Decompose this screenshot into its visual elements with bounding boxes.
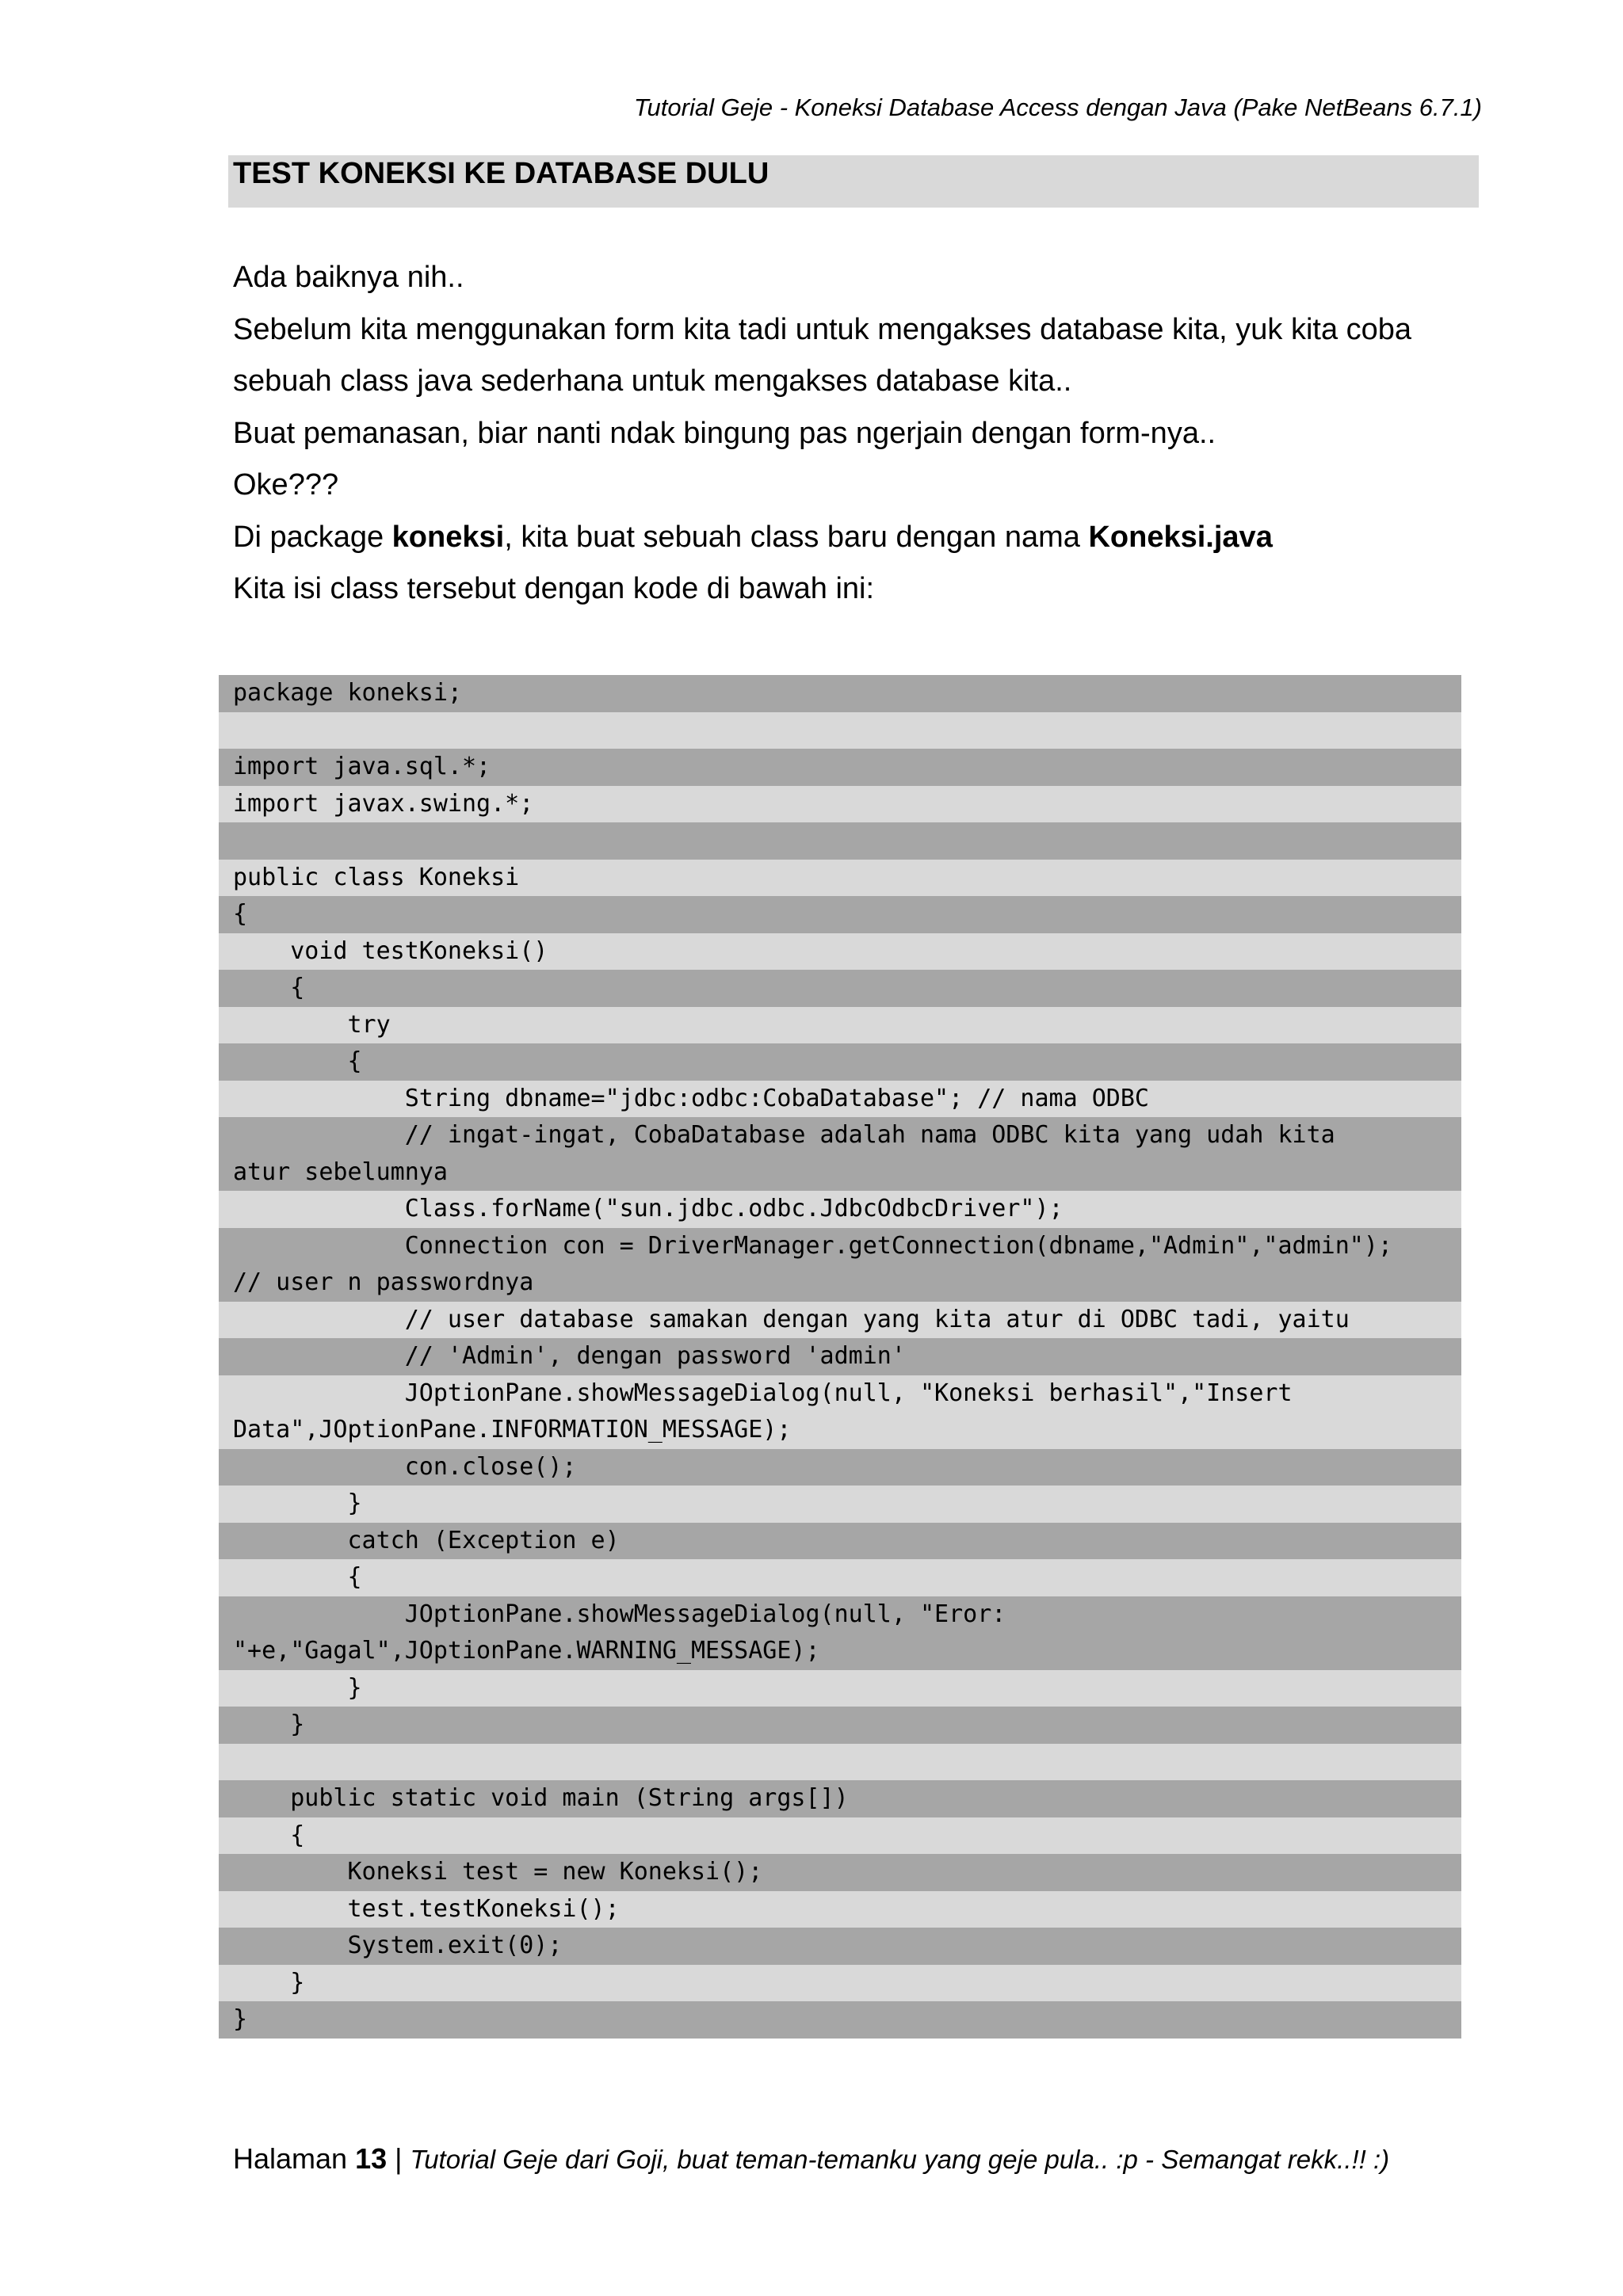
page-number: 13 <box>355 2142 388 2175</box>
code-line: { <box>219 896 1461 933</box>
code-line: Koneksi test = new Koneksi(); <box>219 1854 1461 1891</box>
code-line: } <box>219 1965 1461 2002</box>
code-line: } <box>219 1707 1461 1744</box>
file-name: Koneksi.java <box>1088 520 1273 554</box>
code-line: public class Koneksi <box>219 860 1461 897</box>
code-line: } <box>219 2001 1461 2039</box>
code-line: JOptionPane.showMessageDialog(null, "Eror: <box>219 1596 1461 1634</box>
code-line: String dbname="jdbc:odbc:CobaDatabase"; // nama ODBC <box>219 1081 1461 1118</box>
code-line: "+e,"Gagal",JOptionPane.WARNING_MESSAGE); <box>219 1633 1461 1670</box>
code-line <box>219 1744 1461 1781</box>
code-line: // user n passwordnya <box>219 1264 1461 1302</box>
code-line: package koneksi; <box>219 675 1461 712</box>
code-line <box>219 712 1461 749</box>
code-line: { <box>219 1559 1461 1596</box>
code-line: import javax.swing.*; <box>219 786 1461 823</box>
page-header: Tutorial Geje - Koneksi Database Access dengan Java (Pake NetBeans 6.7.1) <box>633 93 1482 121</box>
code-line: } <box>219 1670 1461 1707</box>
intro-text-span: , kita buat sebuah class baru dengan nama <box>504 520 1089 554</box>
intro-line: Kita isi class tersebut dengan kode di bawah ini: <box>233 572 875 605</box>
code-line: Connection con = DriverManager.getConnection(dbname,"Admin","admin"); <box>219 1228 1461 1265</box>
code-line: try <box>219 1007 1461 1044</box>
page-footer <box>233 2142 1389 2176</box>
code-line: // 'Admin', dengan password 'admin' <box>219 1338 1461 1375</box>
code-line: catch (Exception e) <box>219 1523 1461 1560</box>
intro-line: Ada baiknya nih.. <box>233 261 464 294</box>
code-line: // ingat-ingat, CobaDatabase adalah nama ODBC kita yang udah kita <box>219 1117 1461 1154</box>
intro-line: sebuah class java sederhana untuk mengakses database kita.. <box>233 364 1072 398</box>
intro-line: Sebelum kita menggunakan form kita tadi untuk mengakses database kita, yuk kita coba <box>233 312 1412 346</box>
code-line: { <box>219 1043 1461 1081</box>
intro-text <box>233 252 1501 616</box>
intro-text-span: Di package <box>233 520 392 554</box>
footer-separator: | <box>387 2142 411 2175</box>
code-line: // user database samakan dengan yang kita atur di ODBC tadi, yaitu <box>219 1302 1461 1339</box>
code-line <box>219 822 1461 860</box>
code-line: JOptionPane.showMessageDialog(null, "Koneksi berhasil","Insert <box>219 1375 1461 1413</box>
intro-line: Buat pemanasan, biar nanti ndak bingung pas ngerjain dengan form-nya.. <box>233 416 1216 450</box>
code-line: atur sebelumnya <box>219 1154 1461 1192</box>
code-line: test.testKoneksi(); <box>219 1891 1461 1928</box>
code-line: public static void main (String args[]) <box>219 1780 1461 1817</box>
code-line: void testKoneksi() <box>219 933 1461 971</box>
footer-note: Tutorial Geje dari Goji, buat teman-temanku yang geje pula.. :p - Semangat rekk..!! :) <box>410 2145 1390 2174</box>
code-line: Class.forName("sun.jdbc.odbc.JdbcOdbcDriver"); <box>219 1191 1461 1228</box>
code-block <box>219 675 1461 2039</box>
intro-line: Oke??? <box>233 468 339 502</box>
code-line: System.exit(0); <box>219 1928 1461 1965</box>
package-name: koneksi <box>391 520 505 554</box>
code-line: import java.sql.*; <box>219 749 1461 786</box>
code-line: con.close(); <box>219 1449 1461 1486</box>
section-heading: TEST KONEKSI KE DATABASE DULU <box>228 155 1479 208</box>
code-line: { <box>219 1817 1461 1855</box>
code-line: { <box>219 970 1461 1007</box>
footer-label: Halaman <box>233 2142 356 2175</box>
code-line: Data",JOptionPane.INFORMATION_MESSAGE); <box>219 1412 1461 1449</box>
intro-line <box>233 512 1501 564</box>
code-line: } <box>219 1486 1461 1523</box>
